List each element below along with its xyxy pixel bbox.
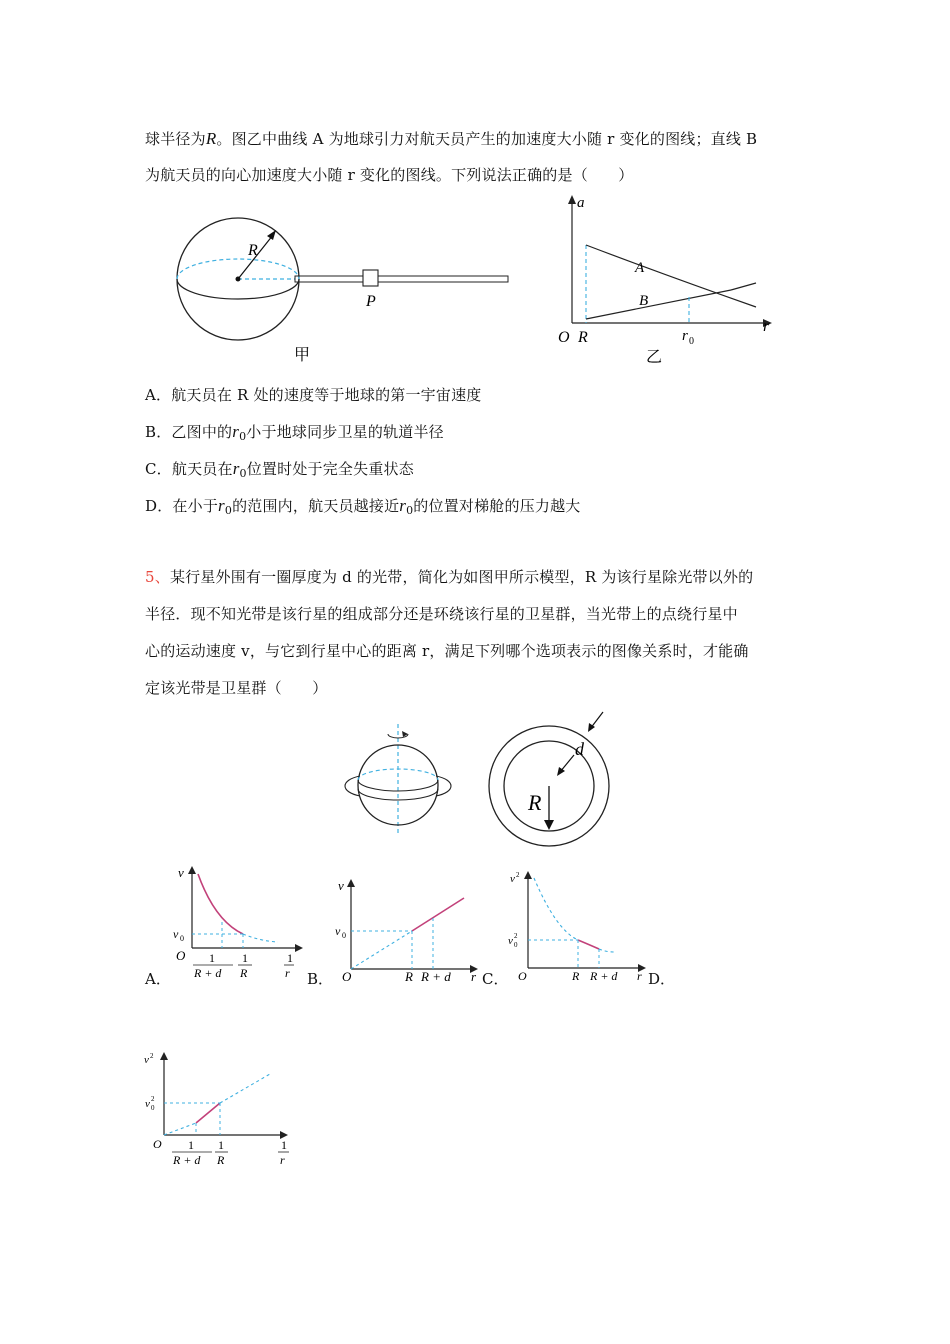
- svg-text:1: 1: [287, 951, 293, 965]
- svg-text:a: a: [577, 195, 585, 211]
- svg-text:R + d: R + d: [590, 969, 618, 983]
- svg-text:d: d: [575, 739, 584, 759]
- svg-text:1: 1: [281, 1138, 287, 1152]
- q4-option-a[interactable]: A．航天员在 R 处的速度等于地球的第一宇宙速度: [145, 386, 482, 404]
- q5-option-c[interactable]: C．: [482, 970, 509, 988]
- svg-text:1: 1: [188, 1138, 194, 1152]
- svg-text:R: R: [572, 969, 580, 983]
- svg-text:R: R: [217, 1153, 225, 1167]
- q4-stem-line2: 为航天员的向心加速度大小随 r 变化的图线。下列说法正确的是（ ）: [145, 166, 634, 184]
- svg-text:0: 0: [342, 931, 346, 940]
- q5-stem-line3: 心的运动速度 v，与它到行星中心的距离 r，满足下列哪个选项表示的图像关系时，才能确: [145, 642, 749, 660]
- q5-option-a[interactable]: A．: [145, 970, 171, 988]
- svg-text:R + d: R + d: [421, 969, 451, 984]
- q5-option-b[interactable]: B．: [307, 970, 334, 988]
- svg-text:v: v: [178, 865, 184, 880]
- q5-option-d[interactable]: D．: [648, 970, 676, 988]
- svg-text:R: R: [240, 966, 248, 980]
- q5-graph-a: [170, 866, 305, 981]
- svg-text:r: r: [471, 969, 477, 984]
- q4-option-c[interactable]: C．航天员在$r_0$位置时处于完全失重状态: [145, 459, 414, 480]
- svg-text:A: A: [635, 260, 645, 276]
- svg-text:2: 2: [516, 871, 520, 879]
- svg-text:1: 1: [218, 1138, 224, 1152]
- svg-text:0: 0: [180, 934, 184, 943]
- q5-planet-figure: [335, 722, 455, 837]
- q4-figure-yi: [555, 195, 785, 367]
- svg-text:r: r: [285, 966, 290, 980]
- q5-number: 5、: [145, 568, 170, 586]
- q5-ring-figure: [488, 710, 618, 840]
- svg-text:1: 1: [242, 951, 248, 965]
- svg-text:O: O: [342, 969, 352, 984]
- q4-option-b[interactable]: B．乙图中的$r_0$小于地球同步卫星的轨道半径: [145, 422, 444, 443]
- svg-text:r: r: [763, 318, 770, 335]
- svg-text:2: 2: [150, 1052, 154, 1060]
- svg-text:2: 2: [151, 1095, 155, 1103]
- svg-text:2: 2: [514, 932, 518, 940]
- svg-text:r: r: [637, 969, 642, 983]
- svg-text:R: R: [528, 790, 542, 815]
- svg-text:v: v: [338, 878, 344, 893]
- jia-P-label: P: [366, 293, 376, 310]
- svg-text:v: v: [173, 927, 179, 941]
- svg-text:v: v: [510, 873, 515, 885]
- svg-text:R + d: R + d: [194, 966, 222, 980]
- svg-text:v: v: [145, 1098, 150, 1110]
- q4-option-d[interactable]: D．在小于$r_0$的范围内，航天员越接近$r_0$的位置对梯舱的压力越大: [145, 496, 581, 517]
- svg-text:0: 0: [151, 1104, 155, 1112]
- svg-text:v: v: [144, 1054, 149, 1066]
- q5-stem-line4: 定该光带是卫星群（ ）: [145, 679, 328, 697]
- svg-text:0: 0: [689, 336, 694, 347]
- svg-text:O: O: [558, 329, 570, 346]
- svg-text:乙: 乙: [646, 349, 663, 366]
- svg-text:r: r: [280, 1153, 285, 1167]
- svg-text:R: R: [405, 969, 413, 984]
- q4-figure-jia: [170, 215, 515, 365]
- q5-stem-line1: 5、某行星外围有一圈厚度为 d 的光带，简化为如图甲所示模型，R 为该行星除光带以外的: [145, 568, 754, 586]
- q5-graph-c: [506, 868, 651, 984]
- svg-text:1: 1: [209, 951, 215, 965]
- svg-text:R: R: [578, 329, 588, 346]
- svg-text:B: B: [639, 293, 649, 309]
- q5-graph-d: [140, 1045, 300, 1167]
- svg-text:r: r: [682, 328, 688, 344]
- q5-stem-line2: 半径．现不知光带是该行星的组成部分还是环绕该行星的卫星群，当光带上的点绕行星中: [145, 605, 738, 623]
- jia-R-label: R: [248, 242, 258, 259]
- jia-caption: 甲: [294, 347, 311, 364]
- q5-graph-b: [333, 876, 483, 986]
- svg-text:v: v: [335, 924, 341, 938]
- svg-text:v: v: [508, 935, 513, 947]
- svg-text:0: 0: [514, 941, 518, 949]
- svg-text:O: O: [153, 1137, 162, 1151]
- svg-text:O: O: [518, 969, 527, 983]
- q4-stem-line1: 球半径为R。图乙中曲线 A 为地球引力对航天员产生的加速度大小随 r 变化的图线；直线 B: [145, 129, 758, 148]
- svg-text:R + d: R + d: [173, 1153, 201, 1167]
- svg-text:O: O: [176, 948, 186, 963]
